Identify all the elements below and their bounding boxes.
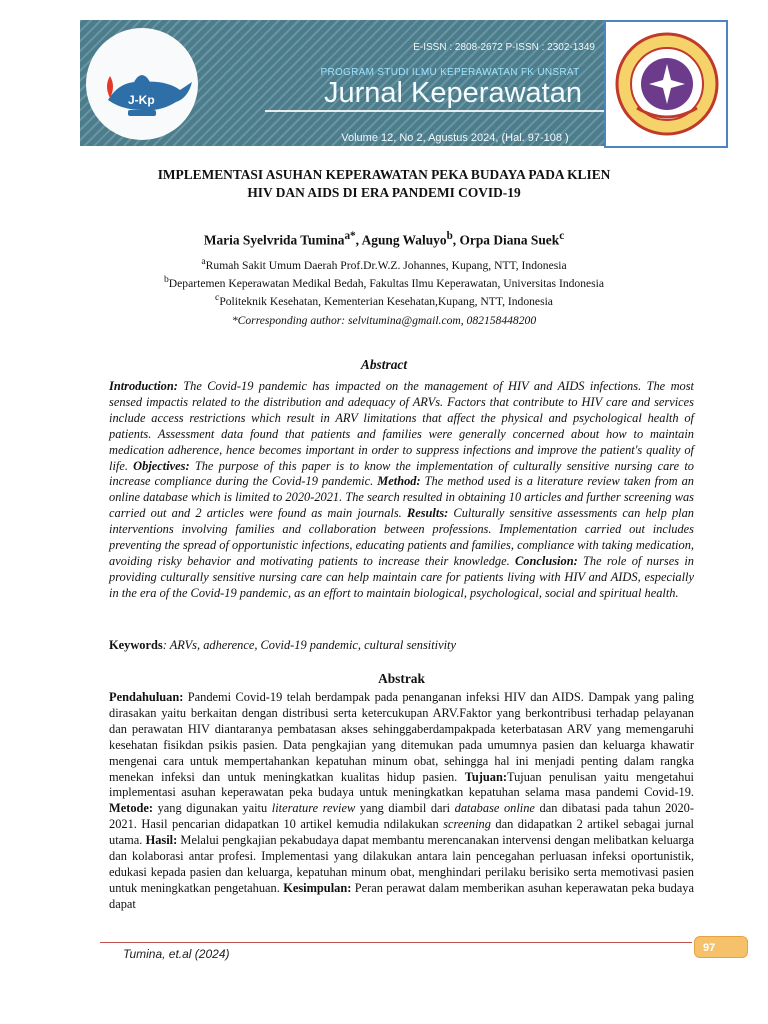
abstrak-heading: Abstrak xyxy=(378,671,425,686)
author-mark: b xyxy=(446,230,453,242)
university-seal-icon xyxy=(615,30,719,138)
author-list: Maria Syelvrida Tumina$^{a*}$, Agung Waluyo$^b$, Orpa Diana Suek$^c$ xyxy=(203,230,565,248)
footer-rule xyxy=(100,942,692,943)
program-name: PROGRAM STUDI ILMU KEPERAWATAN FK UNSRAT xyxy=(320,67,580,78)
affiliation-line: $^c$Politeknik Kesehatan, Kementerian Kesehatan,Kupang, NTT, Indonesia xyxy=(215,291,553,308)
lamp-logo-icon xyxy=(80,20,210,146)
title-line-1: IMPLEMENTASI ASUHAN KEPERAWATAN PEKA BUDAYA PADA KLIEN xyxy=(157,167,611,182)
university-seal-frame xyxy=(604,20,728,148)
keywords-line: Keywords: ARVs, adherence, Covid-19 pandemic, cultural sensitivity xyxy=(109,638,456,652)
issn-text: E-ISSN : 2808-2672 P-ISSN : 2302-1349 xyxy=(413,42,595,53)
page-number-badge: 97 xyxy=(694,936,748,958)
author-name: Maria Syelvrida Tumina xyxy=(203,232,345,248)
title-line-2: HIV DAN AIDS DI ERA PANDEMI COVID-19 xyxy=(247,185,521,200)
banner-divider xyxy=(265,110,606,112)
corresponding-author: *Corresponding author: selvitumina@gmail.com, 082158448200 xyxy=(231,314,537,327)
journal-name: Jurnal Keperawatan xyxy=(324,77,582,109)
abstract-id-body: Pendahuluan: Pandemi Covid-19 telah berdampak pada penanganan infeksi HIV dan AIDS. Dampak yang paling dirasakan yaitu berkaitan dengan distribusi serta ketercukupan ARV.Faktor yang berkontribusi terhadap pelayanan dan perawatan HIV diantaranya pembatasan akses sehinggaberdampakpada keterbatasan ARV yang memengaruhi kesehatan fisikdan psikis pasien. Data pengkajian yang ditemukan pada umumnya pasien dan keluarga khawatir mengenai cara untuk mempertahankan kepatuhan minum obat, sehingga hal ini menjadi penting dalam rangka menekan infeksi dan untuk meningkatkan kualitas hidup pasien. Tujuan:Tujuan penulisan yaitu mengetahui implementasi asuhan keperawatan peka budaya untuk meningkatkan kepatuhan selama masa pandemi Covid-19. Metode: yang digunakan yaitu literature review yang diambil dari database online dan dibatasi pada tahun 2020-2021. Hasil pencarian didapatkan 10 artikel kemudia ndilakukan screening dan didapatkan 2 artikel sebagai jurnal utama. Hasil: Melalui pengkajian pekabudaya dapat membantu merencanakan intervensi dengan melibatkan keluarga dan kolaborasi antar profesi. Implementasi yang dilakukan antara lain pencegahan perluasan infeksi oportunistik, edukasi kepada pasien dan keluarga, kepatuhan minum obat, menghindari perilaku berisiko serta memotivasi pasien untuk meningkatkan pengetahuan. Kesimpulan: Peran perawat dalam memberikan asuhan keperawatan peka budaya dapat xyxy=(109,690,694,911)
abstract-heading: Abstract xyxy=(360,357,408,372)
affiliations xyxy=(100,255,668,309)
affiliation-line: $^a$Rumah Sakit Umum Daerah Prof.Dr.W.Z. Johannes, Kupang, NTT, Indonesia xyxy=(201,256,567,272)
volume-info: Volume 12, No 2, Agustus 2024, (Hal. 97-108 ) xyxy=(341,132,569,144)
author-name: Agung Waluyo xyxy=(361,232,447,248)
affiliation-line: $^b$Departemen Keperawatan Medikal Bedah, Fakultas Ilmu Keperawatan, Universitas Indonesia xyxy=(163,273,605,290)
author-name: Orpa Diana Suek xyxy=(459,232,560,248)
paper-title xyxy=(120,166,648,202)
abstract-en-body: Introduction: The Covid-19 pandemic has impacted on the management of HIV and AIDS infections. The most sensed impactis related to the distribution and adequacy of ARVs. Factors that contribute to HIV care and services include access restrictions which result in ARV limitations that affect the physical and psychological health of patients. Assessment data found that patients and families were generally concerned about how to maintain medication adherence, hence becomes important in order to suppress infections and improve the patient's quality of life. Objectives: The purpose of this paper is to know the implementation of culturally sensitive nursing care to increase compliance during the Covid-19 pandemic. Method: The method used is a literature review taken from an online database which is limited to 2020-2021. The search resulted in obtaining 10 articles and further screening was carried out and 2 articles were found as main journals. Results: Culturally sensitive assessments can help plan interventions involving families and collaboration between professions. Implementation carried out includes preventing the spread of opportunistic infections, educating patients and families, compliance with taking medication, avoiding risky behavior and motivating patients to increase their knowledge. Conclusion: The role of nurses in providing culturally sensitive nursing care can help maintain care for patients living with HIV and AIDS, especially in the era of the Covid-19 pandemic, as an effort to maintain biological, psychological, social and spiritual health. xyxy=(109,379,694,600)
author-mark: a* xyxy=(344,230,356,242)
journal-banner xyxy=(80,20,606,146)
svg-text:J-Kp: J-Kp xyxy=(128,93,155,107)
footer-author: Tumina, et.al (2024) xyxy=(123,947,230,961)
author-mark: c xyxy=(559,230,565,242)
